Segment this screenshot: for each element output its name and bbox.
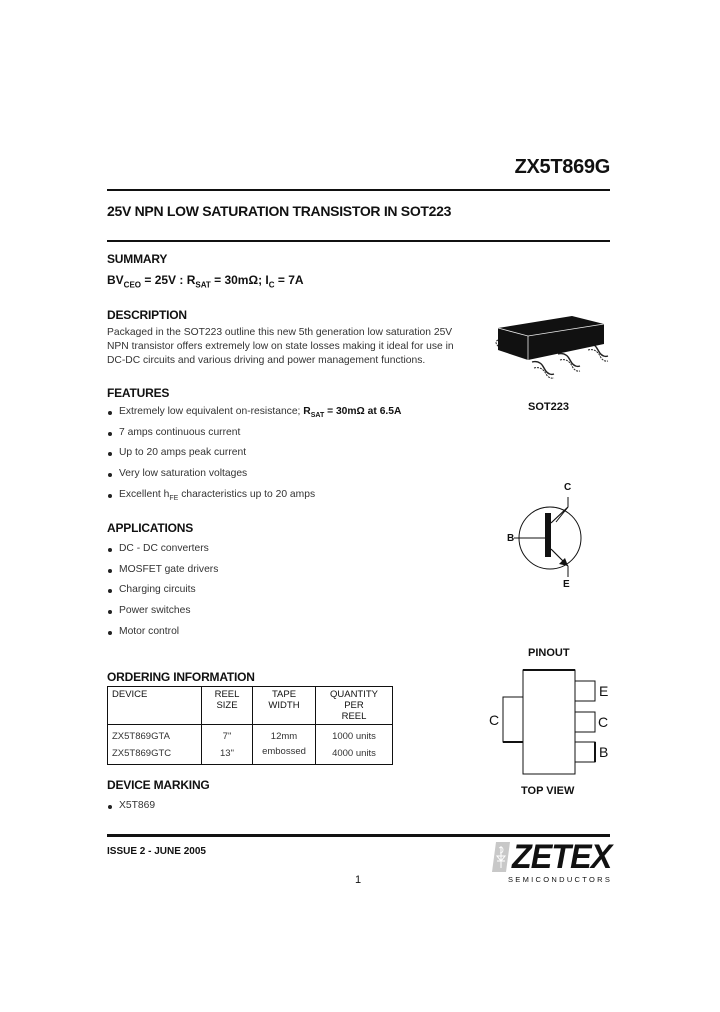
features-heading: FEATURES (107, 386, 170, 400)
rsat-sub: SAT (310, 412, 325, 420)
col-label: WIDTH (268, 700, 300, 711)
zetex-wordmark: ZETEX (512, 838, 612, 876)
table-row (108, 745, 393, 765)
cell-qty: 4000 units (316, 745, 393, 765)
rsat-value: = 30mΩ at 6.5A (324, 406, 402, 417)
marking-heading: DEVICE MARKING (107, 778, 210, 792)
pin-label-b: B (599, 744, 609, 760)
bv-label: BV (107, 273, 124, 287)
rsat-sub: SAT (195, 280, 211, 290)
feature-text: Excellent h (119, 488, 170, 500)
feature-item (107, 489, 467, 510)
application-item: MOSFET gate drivers (107, 564, 407, 585)
page-number: 1 (355, 874, 362, 886)
issue-date: ISSUE 2 - JUNE 2005 (107, 846, 206, 857)
title-divider (107, 240, 610, 242)
application-item: DC - DC converters (107, 543, 407, 564)
col-label: TAPE (271, 689, 297, 700)
pin-tab-label: C (489, 712, 500, 728)
col-label: QUANTITY PER (329, 689, 379, 711)
zetex-tagline: SEMICONDUCTORS (508, 875, 613, 884)
pin-label-c: C (598, 714, 609, 730)
feature-text: characteristics up to 20 amps (178, 488, 316, 500)
bv-sub: CEO (123, 280, 142, 290)
sot223-package-illustration (492, 310, 614, 382)
pinout-diagram (500, 668, 610, 776)
applications-heading: APPLICATIONS (107, 521, 194, 535)
cell-reel: 7" (202, 725, 253, 746)
hfe-sub: FE (169, 494, 179, 502)
col-tape-width (253, 687, 316, 725)
cell-device: ZX5T869GTC (108, 745, 202, 765)
col-label: SIZE (216, 700, 238, 711)
summary-heading: SUMMARY (107, 252, 168, 266)
col-label: REEL (341, 711, 367, 722)
cell-device: ZX5T869GTA (108, 725, 202, 746)
application-item: Motor control (107, 626, 407, 647)
feature-item (107, 406, 467, 427)
table-header-row (108, 687, 393, 725)
ordering-table (107, 686, 393, 765)
zetex-logo (492, 838, 613, 888)
table-row (108, 725, 393, 746)
bv-value: = 25V : R (141, 273, 196, 287)
col-label: REEL (214, 689, 240, 700)
document-title: 25V NPN LOW SATURATION TRANSISTOR IN SOT223 (107, 203, 452, 219)
zetex-diode-icon (492, 842, 510, 872)
col-reel-size (202, 687, 253, 725)
rsat-r: R (303, 406, 311, 417)
col-label: DEVICE (112, 689, 148, 700)
base-label: B (507, 533, 515, 544)
pinout-heading: PINOUT (528, 647, 570, 659)
ic-value: = 7A (274, 273, 304, 287)
ic-sub: C (268, 280, 275, 290)
npn-transistor-lines (500, 485, 600, 597)
collector-label: C (564, 482, 572, 493)
feature-rsat (303, 406, 402, 420)
ordering-heading: ORDERING INFORMATION (107, 670, 255, 684)
package-caption: SOT223 (528, 401, 569, 413)
feature-text: Extremely low equivalent on-resistance; (119, 406, 304, 417)
footer-divider (107, 834, 610, 837)
applications-list (107, 543, 407, 646)
pinout-caption: TOP VIEW (521, 785, 575, 797)
feature-item: Up to 20 amps peak current (107, 447, 467, 468)
application-item: Power switches (107, 605, 407, 626)
part-number: ZX5T869G (514, 156, 610, 178)
feature-item: 7 amps continuous current (107, 427, 467, 448)
col-device (108, 687, 202, 725)
cell-tape: 12mm (253, 725, 316, 746)
pin-label-e: E (599, 683, 609, 699)
header-divider (107, 189, 610, 191)
description-heading: DESCRIPTION (107, 308, 187, 322)
col-quantity (316, 687, 393, 725)
application-item: Charging circuits (107, 584, 407, 605)
marking-list (107, 800, 307, 821)
rsat-value: = 30mΩ; I (210, 273, 269, 287)
description-text: Packaged in the SOT223 outline this new 5th generation low saturation 25V NPN transistor offers extremely low on state losses making it ideal for use in DC-DC circuits and various driving and power management functions. (107, 327, 454, 366)
marking-item: X5T869 (107, 800, 307, 821)
feature-item: Very low saturation voltages (107, 468, 467, 489)
cell-qty: 1000 units (316, 725, 393, 746)
features-list (107, 406, 467, 509)
emitter-label: E (563, 579, 570, 590)
cell-tape: embossed (253, 745, 316, 765)
cell-reel: 13" (202, 745, 253, 765)
summary-values (107, 273, 304, 289)
